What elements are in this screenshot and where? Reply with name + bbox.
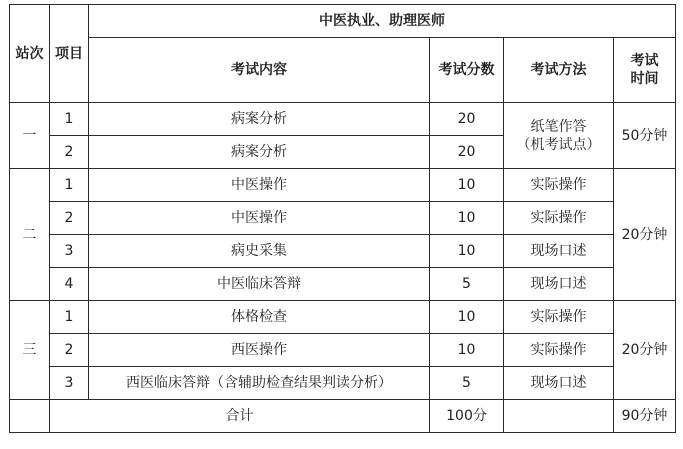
- exam-content: 中医操作: [89, 169, 430, 202]
- exam-method: 实际操作: [504, 301, 614, 334]
- total-method-empty: [504, 400, 614, 433]
- exam-schedule-table: [9, 4, 676, 433]
- exam-method: 现场口述: [504, 268, 614, 301]
- item-number: 1: [50, 169, 89, 202]
- group-header: 中医执业、助理医师: [89, 5, 676, 38]
- table-row: [10, 367, 676, 400]
- exam-time: 20分钟: [614, 301, 676, 400]
- item-number: 4: [50, 268, 89, 301]
- table-header-row-1: [10, 5, 676, 38]
- exam-method: 实际操作: [504, 202, 614, 235]
- item-number: 3: [50, 367, 89, 400]
- exam-content: 病案分析: [89, 103, 430, 136]
- exam-content: 西医临床答辩（含辅助检查结果判读分析）: [89, 367, 430, 400]
- exam-method: [504, 103, 614, 169]
- header-content: 考试内容: [89, 38, 430, 103]
- header-time: [614, 38, 676, 103]
- table-row: [10, 235, 676, 268]
- item-number: 1: [50, 301, 89, 334]
- exam-method-line1: 纸笔作答: [530, 118, 587, 135]
- exam-score: 5: [430, 268, 504, 301]
- station-label: 二: [10, 169, 50, 301]
- item-number: 1: [50, 103, 89, 136]
- exam-score: 10: [430, 301, 504, 334]
- exam-score: 10: [430, 169, 504, 202]
- exam-content: 中医临床答辩: [89, 268, 430, 301]
- exam-method: 实际操作: [504, 169, 614, 202]
- exam-score: 5: [430, 367, 504, 400]
- exam-method: 现场口述: [504, 235, 614, 268]
- table-header-row-2: [10, 38, 676, 103]
- total-empty-cell: [10, 400, 50, 433]
- header-time-line2: 时间: [630, 71, 659, 87]
- exam-content: 病史采集: [89, 235, 430, 268]
- station-label: 三: [10, 301, 50, 400]
- exam-method-line2: （机考试点）: [516, 136, 601, 153]
- item-number: 2: [50, 202, 89, 235]
- exam-method: 现场口述: [504, 367, 614, 400]
- exam-content: 体格检查: [89, 301, 430, 334]
- exam-score: 20: [430, 136, 504, 169]
- exam-method: 实际操作: [504, 334, 614, 367]
- table-row: [10, 301, 676, 334]
- total-score: 100分: [430, 400, 504, 433]
- header-item: 项目: [50, 5, 89, 103]
- total-row: [10, 400, 676, 433]
- item-number: 2: [50, 136, 89, 169]
- item-number: 3: [50, 235, 89, 268]
- exam-score: 10: [430, 202, 504, 235]
- station-label: 一: [10, 103, 50, 169]
- header-station: 站次: [10, 5, 50, 103]
- table-row: [10, 334, 676, 367]
- table-row: [10, 268, 676, 301]
- item-number: 2: [50, 334, 89, 367]
- header-time-line1: 考试: [630, 53, 659, 69]
- exam-time: 20分钟: [614, 169, 676, 301]
- exam-content: 中医操作: [89, 202, 430, 235]
- exam-time: 50分钟: [614, 103, 676, 169]
- exam-score: 10: [430, 235, 504, 268]
- table-row: [10, 103, 676, 136]
- total-label: 合计: [50, 400, 430, 433]
- table-row: [10, 169, 676, 202]
- header-method: 考试方法: [504, 38, 614, 103]
- exam-content: 西医操作: [89, 334, 430, 367]
- table-row: [10, 202, 676, 235]
- exam-content: 病案分析: [89, 136, 430, 169]
- exam-score: 10: [430, 334, 504, 367]
- exam-score: 20: [430, 103, 504, 136]
- total-time: 90分钟: [614, 400, 676, 433]
- header-score: 考试分数: [430, 38, 504, 103]
